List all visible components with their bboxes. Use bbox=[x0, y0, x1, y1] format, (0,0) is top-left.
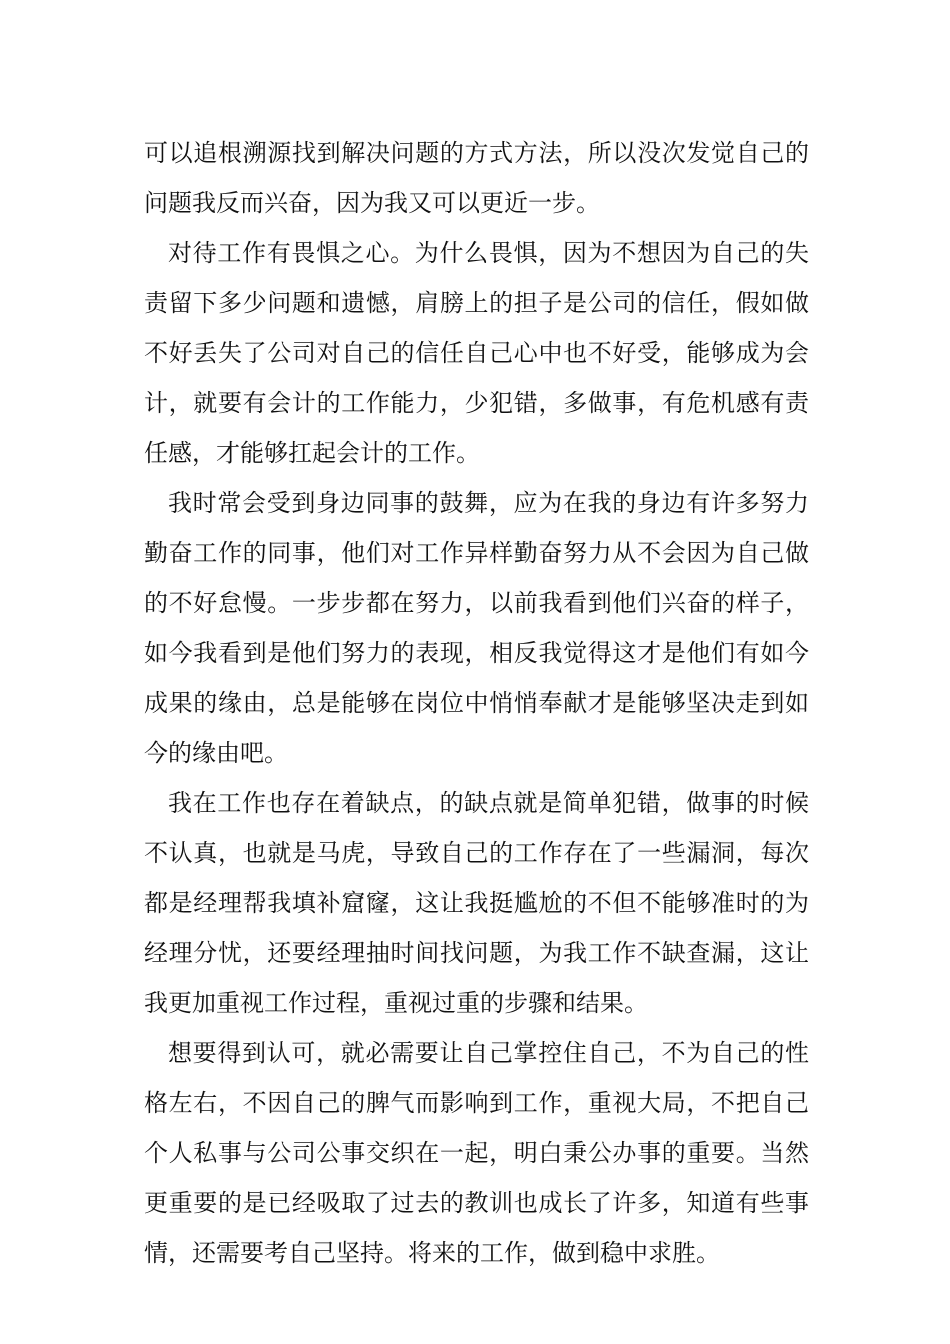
paragraph-2: 对待工作有畏惧之心。为什么畏惧，因为不想因为自己的失责留下多少问题和遗憾，肩膀上的担子是公司的信任，假如做不好丢失了公司对自己的信任自己心中也不好受，能够成为会计，就要有会计的工作能力，少犯错，多做事，有危机感有责任感，才能够扛起会计的工作。 bbox=[144, 239, 809, 467]
paragraph-1: 可以追根溯源找到解决问题的方式方法，所以没次发觉自己的问题我反而兴奋，因为我又可以更近一步。 bbox=[144, 139, 809, 217]
paragraph-5: 想要得到认可，就必需要让自己掌控住自己，不为自己的性格左右，不因自己的脾气而影响到工作，重视大局，不把自己个人私事与公司公事交织在一起，明白秉公办事的重要。当然更重要的是已经吸取了过去的教训也成长了许多，知道有些事情，还需要考自己坚持。将来的工作，做到稳中求胜。 bbox=[144, 1039, 809, 1267]
document-body bbox=[144, 128, 809, 1278]
paragraph-3: 我时常会受到身边同事的鼓舞，应为在我的身边有许多努力勤奋工作的同事，他们对工作异样勤奋努力从不会因为自己做的不好怠慢。一步步都在努力，以前我看到他们兴奋的样子，如今我看到是他们努力的表现，相反我觉得这才是他们有如今成果的缘由，总是能够在岗位中悄悄奉献才是能够坚决走到如今的缘由吧。 bbox=[144, 489, 809, 767]
paragraph-4: 我在工作也存在着缺点，的缺点就是简单犯错，做事的时候不认真，也就是马虎，导致自己的工作存在了一些漏洞，每次都是经理帮我填补窟窿，这让我挺尴尬的不但不能够准时的为经理分忧，还要经理抽时间找问题，为我工作不缺查漏，这让我更加重视工作过程，重视过重的步骤和结果。 bbox=[144, 789, 809, 1017]
